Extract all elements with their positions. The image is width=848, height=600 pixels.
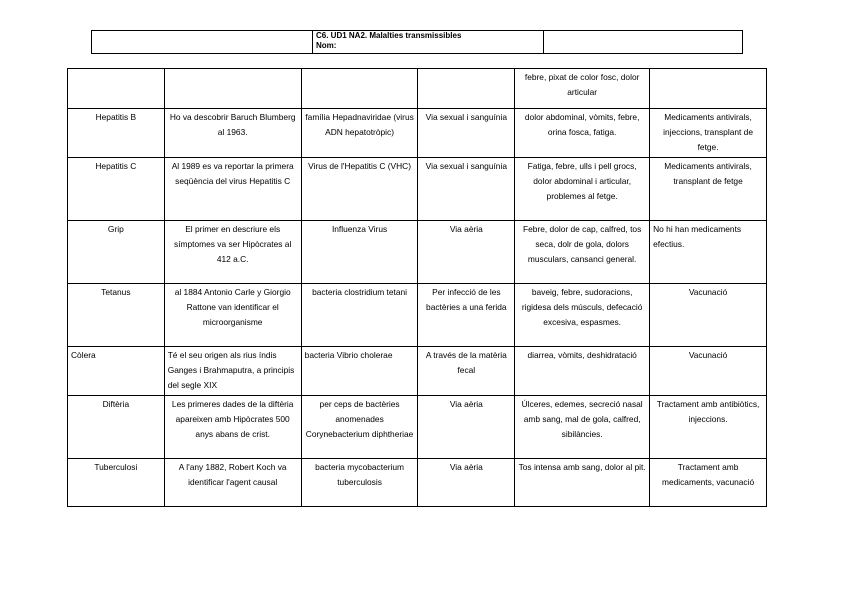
discovery-cell: Té el seu origen als rius índis Ganges i Brahmaputra, a principis del segle XIX — [164, 347, 301, 396]
table-row — [68, 284, 767, 347]
symptoms-cell: Tos intensa amb sang, dolor al pit. — [515, 459, 650, 507]
discovery-cell: El primer en descriure els símptomes va ser Hipòcrates al 412 a.C. — [164, 221, 301, 284]
agent-cell — [301, 69, 418, 109]
transmission-cell: Via sexual i sanguínia — [418, 109, 515, 158]
treatment-cell: Medicaments antivirals, transplant de fetge — [650, 158, 767, 221]
discovery-cell: A l'any 1882, Robert Koch va identificar l'agent causal — [164, 459, 301, 507]
treatment-cell: Vacunació — [650, 347, 767, 396]
header-empty-cell-right — [544, 31, 743, 54]
disease-cell: Còlera — [68, 347, 165, 396]
table-row — [68, 221, 767, 284]
disease-cell — [68, 69, 165, 109]
discovery-cell: Ho va descobrir Baruch Blumberg al 1963. — [164, 109, 301, 158]
diseases-table — [67, 68, 767, 507]
agent-cell: bacteria mycobacterium tuberculosis — [301, 459, 418, 507]
transmission-cell: Via aèria — [418, 459, 515, 507]
treatment-cell: Tractament amb medicaments, vacunació — [650, 459, 767, 507]
name-label: Nom: — [316, 41, 337, 50]
table-row — [68, 69, 767, 109]
table-row — [68, 158, 767, 221]
treatment-cell: Tractament amb antibiòtics, injeccions. — [650, 396, 767, 459]
symptoms-cell: Fatiga, febre, ulls i pell grocs, dolor abdominal i articular, problemes al fetge. — [515, 158, 650, 221]
treatment-cell: No hi han medicaments efectius. — [650, 221, 767, 284]
transmission-cell: Via aèria — [418, 221, 515, 284]
discovery-cell — [164, 69, 301, 109]
discovery-cell: Al 1989 es va reportar la primera seqüència del virus Hepatitis C — [164, 158, 301, 221]
disease-cell: Tuberculosi — [68, 459, 165, 507]
transmission-cell: Via sexual i sanguínia — [418, 158, 515, 221]
treatment-cell — [650, 69, 767, 109]
symptoms-cell: Febre, dolor de cap, calfred, tos seca, dolr de gola, dolors musculars, cansanci general. — [515, 221, 650, 284]
agent-cell: per ceps de bactèries anomenades Corynebacterium diphtheriae — [301, 396, 418, 459]
agent-cell: bacteria clostridium tetani — [301, 284, 418, 347]
transmission-cell: Per infecció de les bactèries a una ferida — [418, 284, 515, 347]
document-title: C6. UD1 NA2. Malalties transmissibles — [316, 31, 462, 40]
transmission-cell: Via aèria — [418, 396, 515, 459]
table-row — [68, 396, 767, 459]
agent-cell: Virus de l'Hepatitis C (VHC) — [301, 158, 418, 221]
header-empty-cell-left — [92, 31, 313, 54]
symptoms-cell: diarrea, vòmits, deshidratació — [515, 347, 650, 396]
disease-cell: Hepatitis C — [68, 158, 165, 221]
agent-cell: bacteria Vibrio cholerae — [301, 347, 418, 396]
header-table — [91, 30, 743, 54]
transmission-cell: A través de la matèria fecal — [418, 347, 515, 396]
treatment-cell: Medicaments antivirals, injeccions, transplant de fetge. — [650, 109, 767, 158]
disease-cell: Hepatitis B — [68, 109, 165, 158]
table-row — [68, 347, 767, 396]
table-row — [68, 459, 767, 507]
transmission-cell — [418, 69, 515, 109]
discovery-cell: Les primeres dades de la diftèria apareixen amb Hipòcrates 500 anys abans de crist. — [164, 396, 301, 459]
disease-cell: Grip — [68, 221, 165, 284]
disease-cell: Diftèria — [68, 396, 165, 459]
agent-cell: família Hepadnaviridae (virus ADN hepatotròpic) — [301, 109, 418, 158]
header-info-cell — [313, 31, 544, 54]
table-row — [68, 109, 767, 158]
treatment-cell: Vacunació — [650, 284, 767, 347]
disease-cell: Tetanus — [68, 284, 165, 347]
symptoms-cell: febre, pixat de color fosc, dolor articular — [515, 69, 650, 109]
symptoms-cell: Úlceres, edemes, secreció nasal amb sang, mal de gola, calfred, sibilàncies. — [515, 396, 650, 459]
discovery-cell: al 1884 Antonio Carle y Giorgio Rattone van identificar el microorganisme — [164, 284, 301, 347]
symptoms-cell: dolor abdominal, vòmits, febre, orina fosca, fatiga. — [515, 109, 650, 158]
symptoms-cell: baveig, febre, sudoracions, rigidesa dels músculs, defecació excesiva, espasmes. — [515, 284, 650, 347]
agent-cell: Influenza Virus — [301, 221, 418, 284]
